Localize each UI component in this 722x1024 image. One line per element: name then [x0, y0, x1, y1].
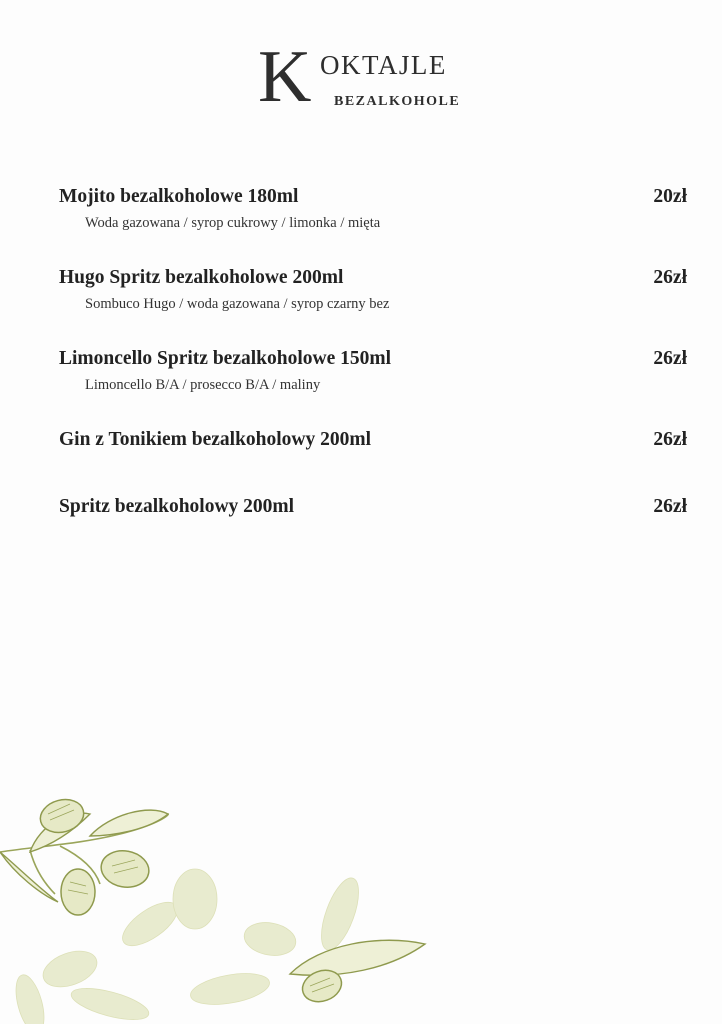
item-name: Spritz bezalkoholowy 200ml — [59, 496, 295, 517]
item-name: Mojito bezalkoholowe 180ml — [59, 186, 299, 207]
item-price: 26zł — [653, 348, 687, 369]
item-name: Hugo Spritz bezalkoholowe 200ml — [59, 267, 344, 288]
menu-item — [59, 496, 687, 526]
menu-item — [59, 348, 687, 398]
item-name: Gin z Tonikiem bezalkoholowy 200ml — [59, 429, 372, 450]
title-initial: K — [258, 36, 312, 118]
olive-branch-illustration — [0, 774, 440, 1024]
item-price: 26zł — [653, 496, 687, 517]
page-title: OKTAJLE — [320, 50, 447, 80]
item-description: Limoncello B/A / prosecco B/A / maliny — [85, 377, 321, 393]
menu-item — [59, 186, 687, 236]
item-price: 26zł — [653, 429, 687, 450]
menu-item — [59, 267, 687, 317]
item-price: 26zł — [653, 267, 687, 288]
item-description: Sombuco Hugo / woda gazowana / syrop czarny bez — [85, 296, 390, 312]
menu-item — [59, 429, 687, 459]
item-description: Woda gazowana / syrop cukrowy / limonka / mięta — [85, 215, 381, 231]
item-price: 20zł — [653, 186, 687, 207]
page-subtitle: BEZALKOHOLE — [334, 94, 461, 109]
item-name: Limoncello Spritz bezalkoholowe 150ml — [59, 348, 392, 369]
page-header — [258, 36, 498, 118]
